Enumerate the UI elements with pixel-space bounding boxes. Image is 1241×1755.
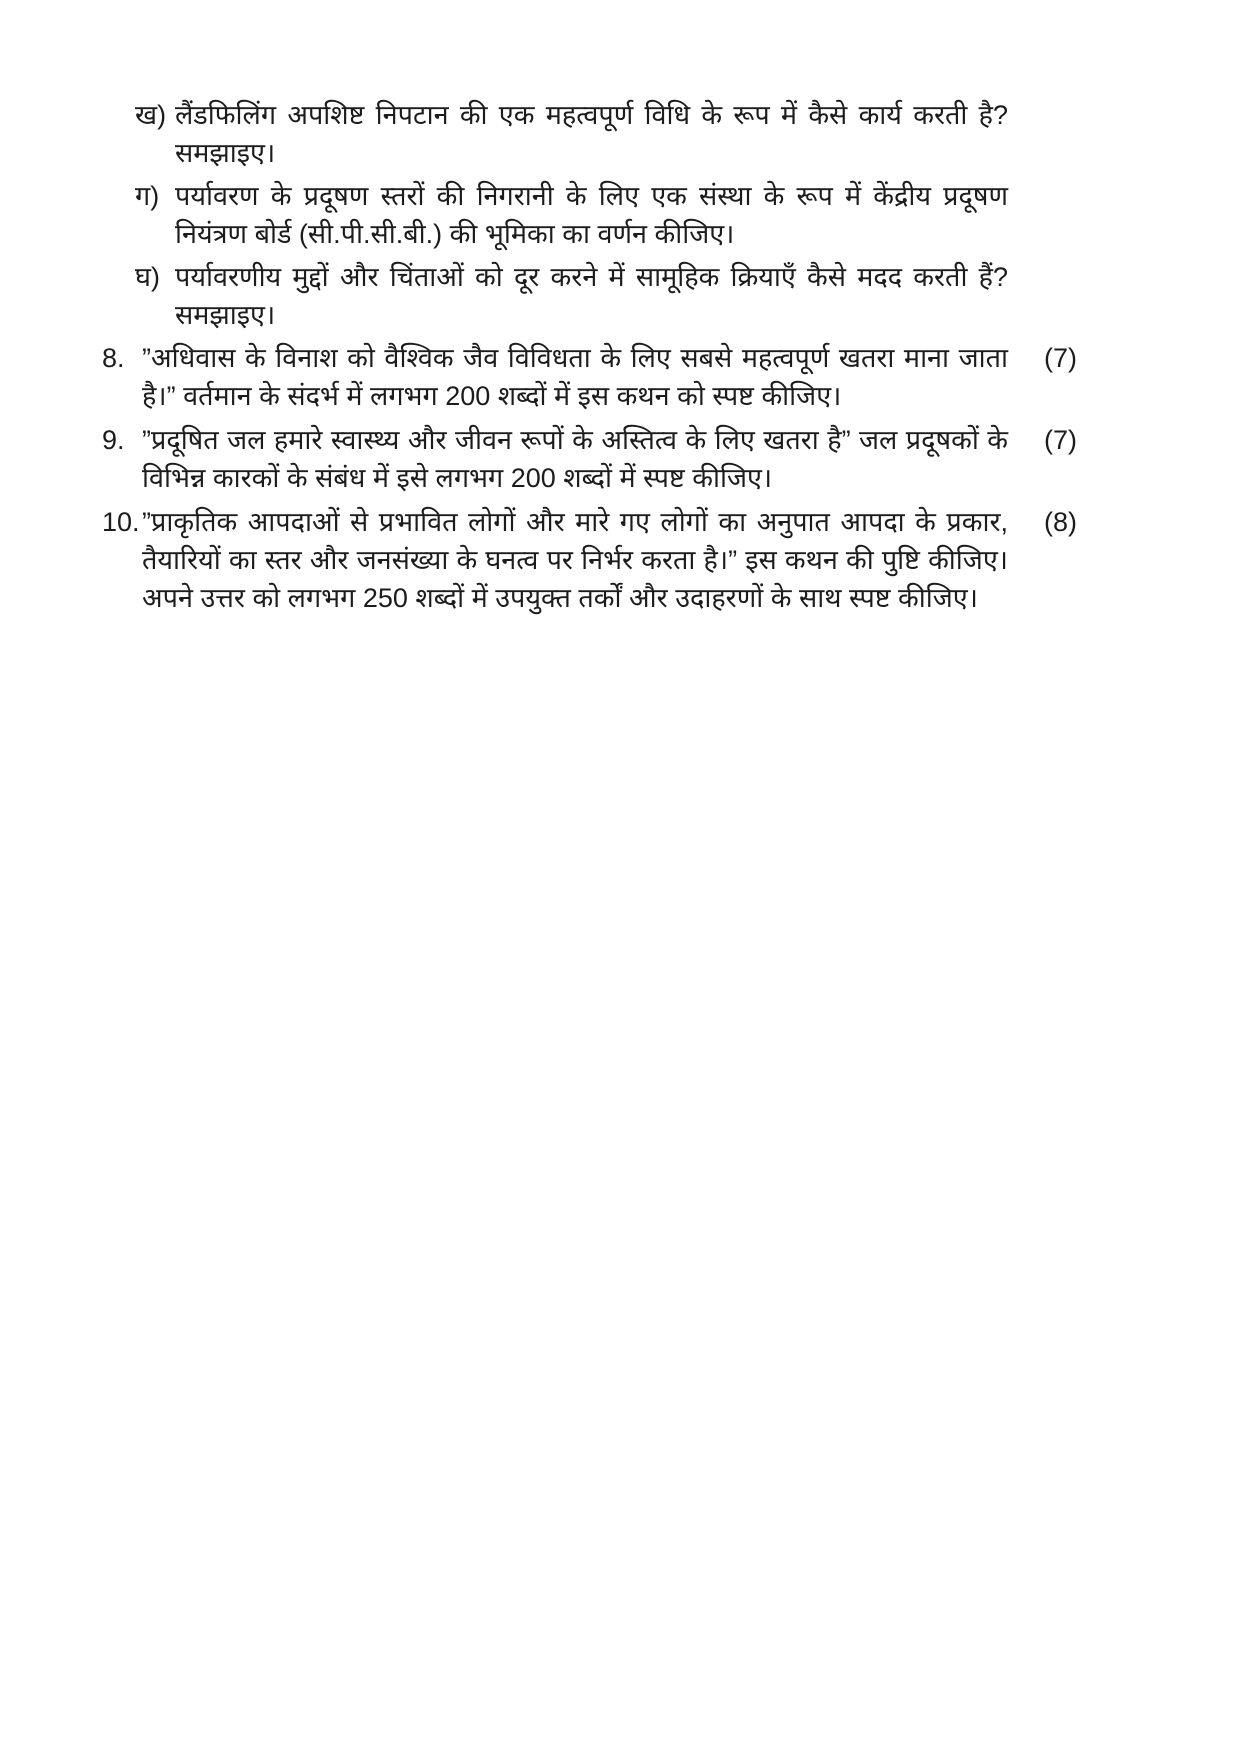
sub-question-text: पर्यावरण के प्रदूषण स्तरों की निगरानी के लिए एक संस्था के रूप में केंद्रीय प्रदूषण नियंत्रण बोर्ड (सी.पी.सी.बी.) की भूमिका का वर्णन कीजिए। — [175, 181, 1008, 249]
question-marks: (7) — [1044, 343, 1077, 373]
question-marks: (8) — [1044, 507, 1077, 537]
sub-question-item — [135, 258, 1077, 334]
question-item — [102, 339, 1077, 415]
question-text: ”प्रदूषित जल हमारे स्वास्थ्य और जीवन रूपों के अस्तित्व के लिए खतरा है” जल प्रदूषकों के विभिन्न कारकों के संबंध में इसे लगभग 200 शब्दों में स्पष्ट कीजिए। — [142, 425, 1008, 493]
sub-question-text: लैंडफिलिंग अपशिष्ट निपटान की एक महत्वपूर्ण विधि के रूप में कैसे कार्य करती है? समझाइए। — [175, 100, 1008, 168]
main-question-list — [102, 339, 1077, 617]
question-text: ”प्राकृतिक आपदाओं से प्रभावित लोगों और मारे गए लोगों का अनुपात आपदा के प्रकार, तैयारियों का स्तर और जनसंख्या के घनत्व पर निर्भर करता है।” इस कथन की पुष्टि कीजिए। अपने उत्तर को लगभग 250 शब्दों में उपयुक्त तर्कों और उदाहरणों के साथ स्पष्ट कीजिए। — [142, 507, 1008, 613]
sub-question-label: घ) — [135, 262, 160, 292]
question-item — [102, 503, 1077, 617]
sub-question-label: ख) — [135, 100, 167, 130]
sub-question-text: पर्यावरणीय मुद्दों और चिंताओं को दूर करने में सामूहिक क्रियाएँ कैसे मदद करती हैं? समझाइए। — [175, 262, 1008, 330]
sub-question-label: ग) — [135, 181, 160, 211]
question-marks: (7) — [1044, 425, 1077, 455]
sub-question-item — [135, 177, 1077, 253]
question-paper-content — [102, 96, 1077, 623]
sub-question-item — [135, 96, 1077, 172]
question-item — [102, 421, 1077, 497]
question-number: 8. — [102, 343, 125, 373]
sub-question-list — [102, 96, 1077, 334]
question-text: ”अधिवास के विनाश को वैश्विक जैव विविधता के लिए सबसे महत्वपूर्ण खतरा माना जाता है।” वर्तमान के संदर्भ में लगभग 200 शब्दों में इस कथन को स्पष्ट कीजिए। — [142, 343, 1008, 411]
question-number: 10. — [102, 507, 140, 537]
question-number: 9. — [102, 425, 125, 455]
